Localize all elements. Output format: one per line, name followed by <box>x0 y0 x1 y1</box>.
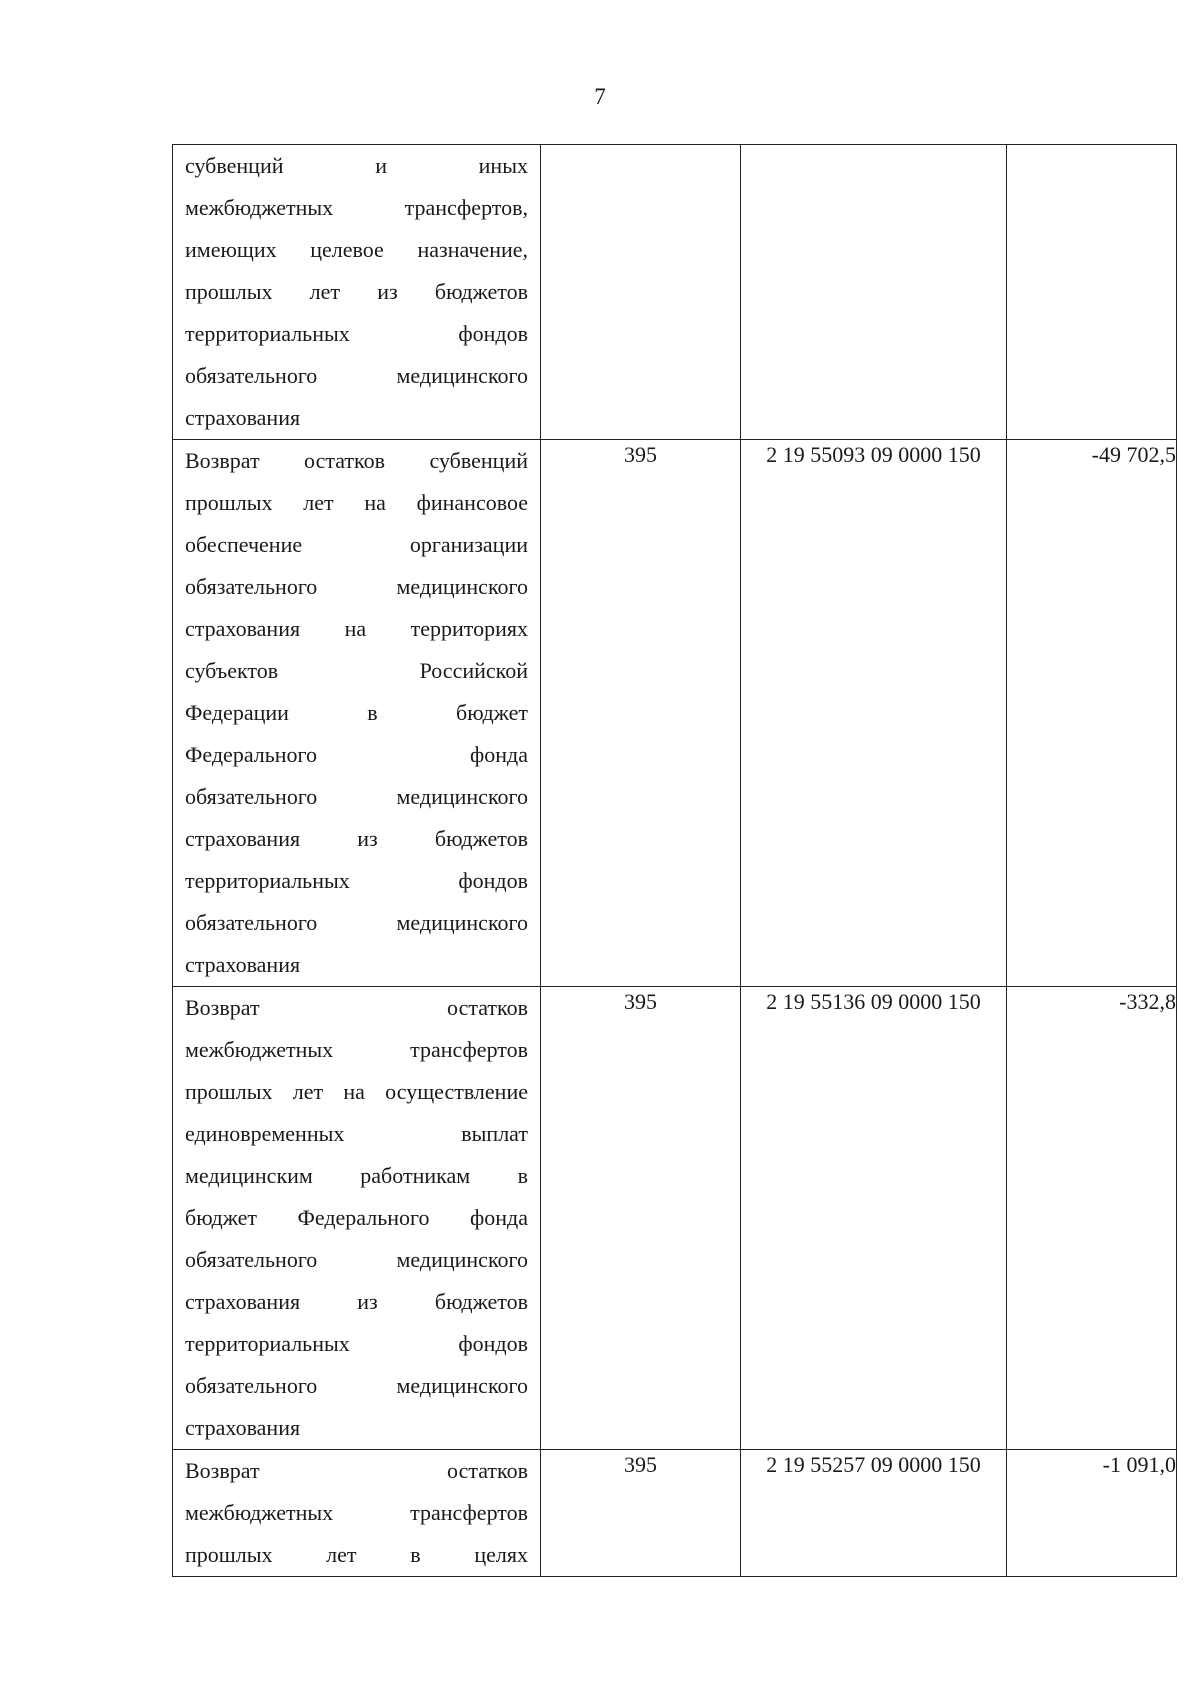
table-row <box>173 145 1177 440</box>
table-row <box>173 440 1177 987</box>
cell-amount <box>1007 145 1177 440</box>
description-line: страхования <box>185 405 301 430</box>
cell-classification-code: 2 19 55093 09 0000 150 <box>741 440 1007 987</box>
description-line: территориальных фондов <box>185 1331 528 1356</box>
description-line: Возврат остатков <box>185 995 528 1020</box>
table-row <box>173 987 1177 1450</box>
description-line: страхования из бюджетов <box>185 1289 528 1314</box>
page-number: 7 <box>594 84 606 109</box>
cell-classification-code <box>741 145 1007 440</box>
description-line: обязательного медицинского <box>185 1247 528 1272</box>
description-line: обязательного медицинского <box>185 574 528 599</box>
cell-amount: -332,8 <box>1007 987 1177 1450</box>
description-line: межбюджетных трансфертов <box>185 1037 528 1062</box>
description-line: межбюджетных трансфертов <box>185 1500 528 1525</box>
description-line: обязательного медицинского <box>185 784 528 809</box>
description-line: субвенций и иных <box>185 153 528 178</box>
cell-description <box>173 145 541 440</box>
cell-admin-code: 395 <box>541 440 741 987</box>
description-line: субъектов Российской <box>185 658 528 683</box>
description-line: обязательного медицинского <box>185 363 528 388</box>
description-line: прошлых лет из бюджетов <box>185 279 528 304</box>
description-text <box>173 145 540 439</box>
cell-description <box>173 987 541 1450</box>
description-line: медицинским работникам в <box>185 1163 528 1188</box>
description-line: страхования на территориях <box>185 616 528 641</box>
description-line: бюджет Федерального фонда <box>185 1205 528 1230</box>
description-line: единовременных выплат <box>185 1121 528 1146</box>
description-line: территориальных фондов <box>185 321 528 346</box>
cell-amount: -49 702,5 <box>1007 440 1177 987</box>
cell-classification-code: 2 19 55257 09 0000 150 <box>741 1450 1007 1577</box>
description-line: обязательного медицинского <box>185 1373 528 1398</box>
description-line: прошлых лет в целях <box>185 1542 528 1567</box>
description-line: Федерации в бюджет <box>185 700 528 725</box>
cell-admin-code: 395 <box>541 987 741 1450</box>
budget-return-table <box>172 144 1177 1577</box>
description-line: прошлых лет на осуществление <box>185 1079 528 1104</box>
cell-admin-code: 395 <box>541 1450 741 1577</box>
cell-description <box>173 440 541 987</box>
description-line: обеспечение организации <box>185 532 528 557</box>
description-line: Возврат остатков субвенций <box>185 448 528 473</box>
table-row <box>173 1450 1177 1577</box>
cell-classification-code: 2 19 55136 09 0000 150 <box>741 987 1007 1450</box>
cell-amount: -1 091,0 <box>1007 1450 1177 1577</box>
description-line: Возврат остатков <box>185 1458 528 1483</box>
description-line: межбюджетных трансфертов, <box>185 195 528 220</box>
description-text <box>173 440 540 986</box>
description-line: Федерального фонда <box>185 742 528 767</box>
description-line: имеющих целевое назначение, <box>185 237 528 262</box>
description-line: страхования <box>185 1415 301 1440</box>
cell-description <box>173 1450 541 1577</box>
description-line: прошлых лет на финансовое <box>185 490 528 515</box>
description-text <box>173 1450 540 1576</box>
description-line: территориальных фондов <box>185 868 528 893</box>
cell-admin-code <box>541 145 741 440</box>
description-line: страхования из бюджетов <box>185 826 528 851</box>
description-line: страхования <box>185 952 301 977</box>
description-text <box>173 987 540 1449</box>
description-line: обязательного медицинского <box>185 910 528 935</box>
